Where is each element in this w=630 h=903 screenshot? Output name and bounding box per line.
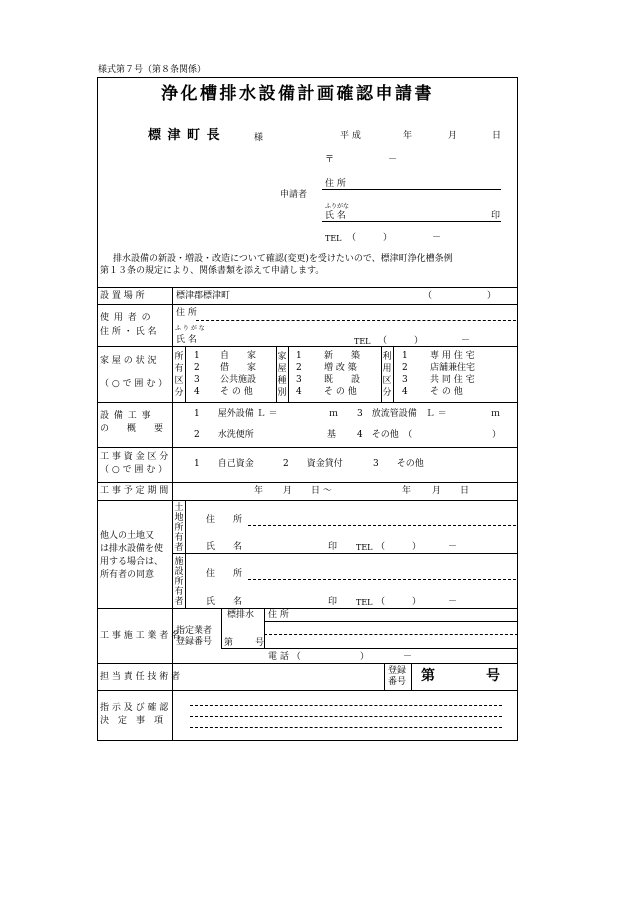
consent-vert-divider [185, 500, 186, 608]
row-line-funding-top [97, 447, 518, 448]
applicant-name-line [322, 221, 501, 222]
house-g2-num-3: 3 [296, 375, 302, 385]
user-label-2: 住 所 ・ 氏 名 [100, 327, 157, 337]
funding-item-3: 3 その他 [373, 459, 424, 469]
schedule-end-month: 月 [432, 486, 442, 496]
contractor-phone-line [221, 648, 518, 649]
house-g1-num-1: 1 [194, 351, 200, 361]
land-vert-1: 土 [174, 503, 184, 513]
form-frame [97, 77, 518, 741]
addressee-honorific: 様 [254, 133, 264, 143]
row-line-equipment-top [97, 402, 518, 403]
consent-label-1: 他人の土地又 [100, 531, 155, 541]
land-vert-2: 地 [174, 513, 184, 523]
house-g2-item-4: そ の 他 [324, 387, 357, 397]
house-g1-num-4: 4 [194, 387, 200, 397]
contractor-label: 工 事 施 工 業 者 名 [100, 631, 181, 641]
land-tel-dash: － [448, 542, 458, 552]
location-label: 設 置 場 所 [100, 291, 145, 301]
contractor-reg-label-2: 登録番号 [176, 637, 213, 647]
house-g3-divider [393, 346, 394, 402]
location-paren-open: （ [423, 291, 433, 301]
engineer-reg-label-2: 番号 [388, 677, 407, 687]
equipment-label-1: 設 備 工 事 [100, 411, 152, 421]
equipment-item-2: 2 水洗便所 [194, 430, 254, 440]
schedule-end-day: 日 [460, 486, 470, 496]
row-line-consent-top [97, 500, 518, 501]
house-g2-item-3: 既 設 [324, 375, 361, 385]
facility-vert-5: 者 [174, 597, 184, 607]
house-g2-num-1: 1 [296, 351, 302, 361]
land-seal: 印 [328, 542, 338, 552]
facility-vert-1: 施 [174, 557, 184, 567]
house-g1-vert-3: 区 [174, 376, 184, 386]
land-vert-3: 所 [174, 523, 184, 533]
intro-line-2: 第１３条の規定により、関係書類を添えて申請します。 [100, 266, 325, 276]
house-g2-num-4: 4 [296, 387, 302, 397]
contractor-shibetsu: 標排水 [227, 610, 255, 620]
user-tel-label: TEL [354, 337, 371, 346]
facility-address-label: 住 所 [206, 569, 243, 579]
equipment-item-4: 4 その他 （ [357, 430, 413, 440]
house-g3-item-2: 店舗兼住宅 [430, 363, 476, 373]
facility-tel-open: （ [376, 597, 386, 607]
house-g1-item-1: 自 家 [220, 351, 257, 361]
schedule-start-day: 日 ～ [311, 486, 332, 496]
house-label-1: 家 屋 の 状 況 [100, 356, 157, 366]
postal-mark: 〒 [325, 155, 335, 165]
house-g3-item-3: 共 同 住 宅 [430, 375, 475, 385]
facility-name-label: 氏 名 [206, 597, 243, 607]
contractor-dai: 第 [224, 638, 234, 648]
equipment-label-2: の 概 要 [100, 424, 164, 434]
consent-label-2: は排水設備を使 [100, 544, 164, 554]
house-g1-item-4: そ の 他 [220, 387, 253, 397]
house-g1-vert-1: 所 [174, 352, 184, 362]
land-tel-label: TEL [356, 543, 373, 552]
house-g3-num-2: 2 [402, 363, 408, 373]
house-g1-num-3: 3 [194, 375, 200, 385]
house-g2-vert-3: 種 [277, 376, 287, 386]
location-value: 標津郡標津町 [176, 291, 231, 301]
house-g1-vert-2: 有 [174, 364, 184, 374]
contractor-address-label: 住 所 [268, 610, 289, 620]
funding-item-2: 2 資金貸付 [283, 459, 343, 469]
house-g2-divider [288, 346, 289, 402]
applicant-tel-label: TEL [325, 234, 342, 243]
consent-mid-line [172, 553, 518, 554]
land-vert-5: 者 [174, 543, 184, 553]
house-g3-vert-3: 区 [382, 376, 392, 386]
house-g2-vert-2: 屋 [277, 364, 287, 374]
contractor-reg-divider [221, 608, 222, 648]
house-g2-item-2: 増 改 築 [324, 363, 357, 373]
schedule-label: 工 事 予 定 期 間 [100, 486, 169, 496]
instructions-label-1: 指 示 及 び 確 認 [100, 703, 169, 713]
facility-tel-label: TEL [356, 598, 373, 607]
house-g2-vert-1: 家 [277, 352, 287, 362]
land-vert-4: 有 [174, 533, 184, 543]
facility-vert-2: 設 [174, 567, 184, 577]
intro-line-1: 排水設備の新設・増設・改造について確認(変更)を受けたいので、標津町浄化槽条例 [113, 254, 453, 264]
house-g3-num-1: 1 [402, 351, 408, 361]
engineer-label: 担 当 責 任 技 術 者 [100, 672, 181, 682]
house-g3-vert-2: 用 [382, 364, 392, 374]
house-g1-item-3: 公共施設 [220, 375, 257, 385]
instructions-label-2: 決 定 事 項 [100, 716, 164, 726]
page-title: 浄化槽排水設備計画確認申請書 [161, 84, 434, 104]
contractor-reg-label-1: 指定業者 [176, 626, 213, 636]
date-year-label: 年 [403, 131, 413, 141]
facility-tel-close: ） [412, 597, 422, 607]
engineer-reg-label-1: 登録 [388, 666, 407, 676]
equipment-item-1-unit: ｍ [329, 409, 339, 419]
funding-item-1: 1 自己資金 [194, 459, 254, 469]
facility-tel-dash: － [448, 597, 458, 607]
applicant-furigana-label: ふりがな [325, 203, 350, 210]
house-g3-num-3: 3 [402, 375, 408, 385]
funding-label-1: 工 事 資 金 区 分 [100, 452, 169, 462]
row-line-user-top [97, 304, 518, 305]
land-address-label: 住 所 [206, 515, 243, 525]
facility-vert-3: 所 [174, 577, 184, 587]
schedule-end-year: 年 [402, 486, 412, 496]
house-g2-item-1: 新 築 [324, 351, 361, 361]
contractor-dotted-line [264, 634, 518, 635]
facility-seal: 印 [328, 597, 338, 607]
consent-label-3: 用する場合は、 [100, 557, 164, 567]
facility-vert-4: 有 [174, 587, 184, 597]
user-label-1: 使 用 者 の [100, 313, 152, 323]
consent-label-4: 所有者の同意 [100, 570, 155, 580]
house-g3-vert-4: 分 [382, 388, 392, 398]
contractor-address-line [264, 621, 518, 622]
engineer-dai: 第 [421, 668, 435, 684]
applicant-seal: 印 [491, 211, 501, 221]
date-day-label: 日 [492, 131, 502, 141]
equipment-item-3-unit: ｍ [491, 409, 501, 419]
row-line-contractor-top [97, 608, 518, 609]
land-tel-close: ） [412, 542, 422, 552]
instructions-line-2 [190, 716, 502, 717]
schedule-start-month: 月 [283, 486, 293, 496]
row-line-location-top [97, 287, 518, 288]
user-tel-dash: － [461, 336, 471, 346]
row-line-engineer-top [97, 663, 518, 664]
facility-address-line [248, 579, 516, 580]
row-line-house-top [97, 346, 518, 347]
row-line-schedule-top [97, 482, 518, 483]
contractor-phone-dash: － [403, 652, 413, 662]
form-number: 様式第７号（第８条関係） [98, 65, 207, 75]
applicant-tel-dash: － [432, 233, 442, 243]
equipment-item-2-unit: 基 [327, 430, 337, 440]
land-address-line [248, 525, 516, 526]
house-g3-item-1: 専 用 住 宅 [430, 351, 475, 361]
equipment-item-4-close: ） [492, 430, 502, 440]
house-g1-divider [185, 346, 186, 402]
equipment-item-1: 1 屋外設備 Ｌ ＝ [194, 409, 278, 419]
house-g3-num-4: 4 [402, 387, 408, 397]
house-g2-vert-4: 別 [277, 388, 287, 398]
house-g2-num-2: 2 [296, 363, 302, 373]
contractor-gou: 号 [255, 638, 265, 648]
postal-dash: － [388, 155, 398, 165]
engineer-reg-right [411, 663, 412, 690]
schedule-start-year: 年 [254, 486, 264, 496]
land-name-label: 氏 名 [206, 542, 243, 552]
contractor-info-divider [264, 608, 265, 648]
user-address-label: 住 所 [176, 308, 197, 318]
user-tel-open: （ [378, 336, 388, 346]
house-g1-item-2: 借 家 [220, 363, 257, 373]
applicant-address-label: 住 所 [325, 179, 346, 189]
instructions-line-1 [190, 705, 502, 706]
user-address-line [196, 320, 516, 321]
house-g1-num-2: 2 [194, 363, 200, 373]
user-furigana-label: ふ り が な [175, 325, 205, 332]
contractor-phone-close: ） [360, 652, 370, 662]
applicant-label: 申請者 [280, 190, 308, 200]
house-g3-item-4: そ の 他 [430, 387, 463, 397]
funding-label-2: （ ○ で 囲 む ） [100, 465, 168, 475]
location-paren-close: ） [487, 291, 497, 301]
equipment-item-3: 3 放流管設備 Ｌ ＝ [357, 409, 447, 419]
house-label-2: （ ○ で 囲 む ） [100, 379, 168, 389]
contractor-phone-label: 電 話 （ [268, 652, 301, 662]
house-g3-vert-1: 利 [382, 352, 392, 362]
applicant-tel-close: ） [383, 233, 393, 243]
user-tel-close: ） [414, 336, 424, 346]
applicant-tel-open: （ [347, 233, 357, 243]
applicant-address-line [322, 189, 501, 190]
date-era: 平 成 [340, 131, 361, 141]
addressee: 標 津 町 長 [148, 128, 221, 143]
engineer-gou: 号 [486, 668, 500, 684]
row-line-instructions-top [97, 690, 518, 691]
user-name-label: 氏 名 [176, 335, 197, 345]
applicant-name-label: 氏 名 [325, 211, 346, 221]
date-month-label: 月 [448, 131, 458, 141]
instructions-line-3 [190, 727, 502, 728]
land-tel-open: （ [376, 542, 386, 552]
engineer-reg-left [384, 663, 385, 690]
house-g1-vert-4: 分 [174, 388, 184, 398]
